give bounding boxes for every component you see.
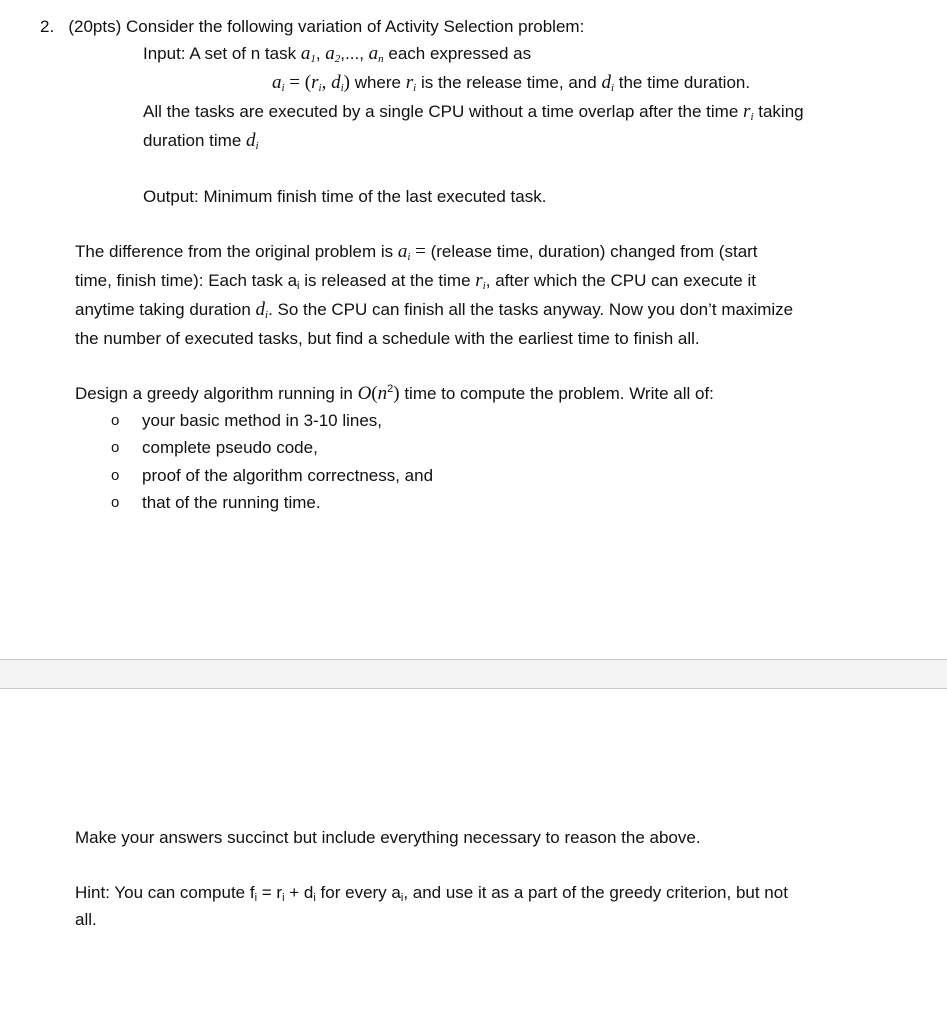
hint-line-1: Hint: You can compute $f_i = r_i + d_i$ for every $a_i$, and use it as a part of the greedy criterion, but not: [75, 883, 788, 904]
succinct-note: Make your answers succinct but include everything necessary to reason the above.: [75, 828, 701, 847]
bullet-item: that of the running time.: [142, 493, 321, 512]
question-points: (20pts): [68, 17, 122, 36]
def-duration: the time duration.: [618, 73, 751, 92]
bullet-item: proof of the algorithm correctness, and: [142, 466, 434, 485]
def-release: is the release time, and: [420, 73, 597, 92]
difference-line-1: The difference from the original problem is $a_i$ = (release time, duration) changed from (start: [75, 241, 758, 263]
difference-lead: The difference from the original problem is: [75, 242, 394, 261]
exec-line-1: All the tasks are executed by a single CPU without a time overlap after the time $r_i$ taking: [143, 101, 804, 123]
exec-lead: All the tasks are executed by a single CPU without a time overlap after the time: [143, 102, 739, 121]
exec-taking: taking: [758, 102, 804, 121]
definition-line: $a_i = (r_i$, $d_i$) where $r_i$ is the release time, and $d_i$ the time duration.: [272, 72, 751, 94]
task-a1: $a_1$: [300, 43, 316, 65]
duration-time: duration time: [143, 131, 242, 150]
bullet-item: your basic method in 3-10 lines,: [142, 411, 383, 430]
question-header: [40, 16, 584, 38]
bullet-marker: o: [111, 412, 120, 429]
hint-line-2: all.: [75, 910, 97, 929]
difference-line-4: the number of executed tasks, but find a schedule with the earliest time to finish all.: [75, 329, 700, 348]
input-line: Input: A set of n task $a_1$, $a_2$,..., $a_n$ each expressed as: [143, 43, 532, 65]
design-line: Design a greedy algorithm running in $O(n^2)$ time to compute the problem. Write all of:: [75, 383, 714, 404]
bullet-marker: o: [111, 467, 120, 484]
input-trail: each expressed as: [388, 44, 532, 63]
task-an: $a_n$: [368, 43, 384, 65]
def-where: where: [354, 73, 401, 92]
task-a2: $a_2$: [325, 43, 341, 65]
bullet-marker: o: [111, 494, 120, 511]
page-gap-band: [0, 660, 947, 689]
def-ai: $a_i$: [272, 72, 285, 94]
question-number: 2.: [40, 17, 55, 36]
bullet-item: complete pseudo code,: [142, 438, 318, 457]
bullet-marker: o: [111, 439, 120, 456]
question-intro: Consider the following variation of Activity Selection problem:: [126, 17, 585, 36]
output-line: Output: Minimum finish time of the last executed task.: [143, 187, 547, 206]
difference-rest1: (release time, duration) changed from (start: [430, 242, 758, 261]
input-lead: Input: A set of n task: [143, 44, 297, 63]
seq-dots: ,...,: [340, 44, 364, 63]
difference-line-2: time, finish time): Each task $a_i$ is released at the time $r_i$, after which the CPU can execute it: [75, 270, 756, 292]
exec-line-2: duration time $d_i$: [143, 130, 259, 152]
difference-line-3: anytime taking duration $d_i$. So the CPU can finish all the tasks anyway. Now you don’t maximize: [75, 299, 794, 321]
